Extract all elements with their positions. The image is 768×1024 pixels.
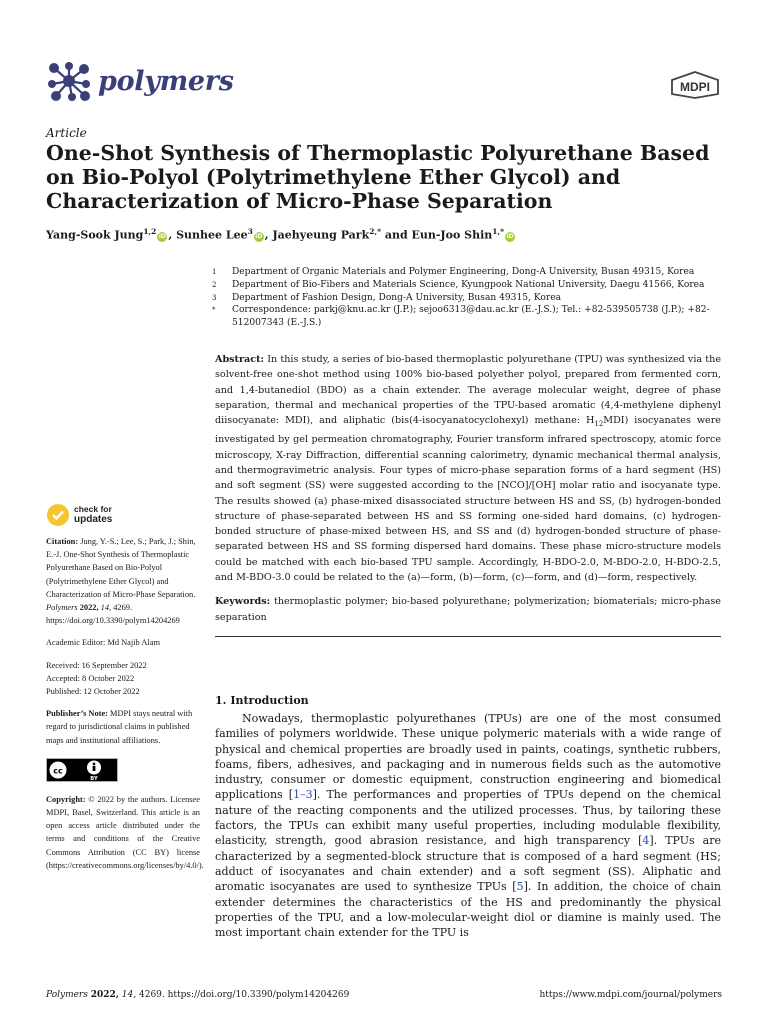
abstract-text-part2: MDI) isocyanates were investigated by gel permeation chromatography, Fourier transform infrared spectroscopy, atomic force microscopy, X-ray Diffraction, differential scanning calorimetry, dynamic mechanical thermal analysis, and thermogravimetric analysis. Four types of micro-phase separation forms of a hard segment (HS) and soft segment (SS) were suggested according to the [NCO]/[OH] molar ratio and isocyanate type. The results showed (a) phase-mixed disassociated structure between HS and SS, (b) hydrogen-bonded structure of phase-separated between HS and SS forming one-sided hard domains, (c) hydrogen-bonded structure of phase-mixed between HS, and SS and (d) hydrogen-bonded structure of phase-separated between HS and SS forming dispersed hard domains. These phase micro-structure models could be matched with each bio-based TPU sample. Accordingly, H-BDO-2.0, M-BDO-2.0, H-BDO-2.5, and M-BDO-3.0 could be related to the (a)—form, (b)—form, (c)—form, and (d)—form, respectively. [215,415,721,584]
check-for-updates-label [74,505,112,525]
author-affiliation-marker: 1,2 [143,227,157,236]
author-affiliation-marker: 3 [247,227,253,236]
affiliation-text: Department of Organic Materials and Polymer Engineering, Dong-A University, Busan 49315, Korea [232,267,695,277]
affiliation-number: * [212,306,216,315]
accepted-date: Accepted: 8 October 2022 [46,673,135,683]
journal-logo[interactable] [46,60,234,102]
publisher-note [46,707,200,747]
abstract [215,352,721,585]
author-affiliation-marker: 1,* [492,227,505,236]
footer-journal: Polymers [46,990,88,1000]
affiliation-number: 3 [212,293,217,302]
published-date: Published: 12 October 2022 [46,687,140,697]
intro-text-4: ]. In addition, the choice of chain extender determines the characteristics of the HS and predominantly the physical properties of the TPU, and a low-molecular-weight diol or diamine is mainly used. The most important chain extender for the TPU is [215,880,721,940]
keywords-text: thermoplastic polymer; bio-based polyurethane; polymerization; biomaterials; micro-phase separation [215,596,721,623]
intro-text-3: ]. TPUs are characterized by a segmented-block structure that is composed of a hard segment (HS; adduct of isocyanates and chain extender) and a soft segment (SS). Aliphatic and aromatic isocyanates are used to synthesize TPUs [ [215,834,721,894]
check-label-line2: updates [74,514,113,525]
keywords [215,594,721,625]
mdpi-logo-text: MDPI [680,80,710,94]
keywords-label: Keywords: [215,596,271,608]
received-date: Received: 16 September 2022 [46,660,147,670]
check-for-updates-icon [46,503,70,527]
article-sidebar [46,503,204,881]
publisher-note-label: Publisher’s Note: [46,709,108,719]
citation-link-1[interactable]: 1–3 [293,788,313,802]
introduction-section [215,694,721,940]
intro-text-2: ]. The performances and properties of TPUs depend on the chemical nature of the reacting components and the utilized processes. Thus, by tailoring these factors, the TPUs can exhibit many useful properties, including modulable flexibility, elasticity, strength, good abrasion resistance, and high transparency [ [215,788,721,848]
affiliation-item [212,304,732,330]
publication-dates [46,659,200,699]
mdpi-logo-icon[interactable] [668,70,722,100]
cc-badge-text: BY [90,775,98,782]
copyright-block [46,793,204,872]
abstract-text-part1: In this study, a series of bio-based thermoplastic polyurethane (TPU) was synthesized via the solvent-free one-shot method using 100% bio-based polyether polyol, prepared from fermented corn, and 1,4-butanediol (BDO) as a chain extender. The average molecular weight, degree of phase separation, thermal and mechanical properties of the TPU-based aromatic (4,4-methylene diphenyl diisocyanate: MDI), and aliphatic (bis(4-isocyanatocyclohexyl) methane: H [215,354,721,427]
publisher-note-text: MDPI stays neutral with regard to jurisdictional claims in published maps and institutional affiliations. [46,709,193,745]
author-separator: , [264,228,273,242]
footer-journal-url[interactable]: https://www.mdpi.com/journal/polymers [539,990,722,1000]
abstract-label: Abstract: [215,354,265,365]
citation-text: Jung, Y.-S.; Lee, S.; Park, J.; Shin, E.-J. One-Shot Synthesis of Thermoplastic Polyurethane Based on Bio-Polyol (Polytrimethylene Ether Glycol) and Characterization of Micro-Phase Separation. [46,537,196,599]
author-name[interactable]: Jaehyeung Park [272,228,370,242]
author-name[interactable]: Yang-Sook Jung [46,228,144,242]
citation-volume: 14, [100,603,112,613]
footer-citation [46,990,349,1000]
introduction-text [215,711,721,940]
orcid-icon[interactable]: iD [158,232,166,240]
article-type: Article [46,126,87,140]
abstract-subscript: 12 [594,420,604,429]
journal-name: polymers [98,65,234,97]
abstract-section [215,352,721,637]
citation-link-4[interactable]: 4 [642,834,650,848]
affiliation-item [212,292,732,305]
affiliation-text: Correspondence: parkj@knu.ac.kr (J.P.); sejoo6313@dau.ac.kr (E.-J.S.); Tel.: +82-539505738 (J.P.); +82-512007343 (E.-J.S.) [232,305,710,329]
citation-doi[interactable]: 4269. https://doi.org/10.3390/polym14204269 [46,603,180,626]
citation-link-5[interactable]: 5 [516,880,524,894]
orcid-icon[interactable]: iD [506,232,514,240]
citation-journal: Polymers [46,603,78,613]
academic-editor: Academic Editor: Md Najib Alam [46,638,160,648]
citation-label: Citation: [46,537,79,546]
author-separator: , [168,228,177,242]
check-for-updates-button[interactable] [46,503,200,527]
check-label-line1: check for [74,504,112,514]
introduction-heading: 1. Introduction [215,694,309,707]
affiliation-item [212,279,732,292]
footer-volume: 14, [121,990,137,1000]
author-name[interactable]: Sunhee Lee [176,228,248,242]
svg-text:cc: cc [53,766,63,776]
cc-by-license-icon[interactable] [46,758,118,782]
affiliations [212,266,732,330]
section-divider [215,636,721,637]
author-separator: and [381,228,412,242]
affiliation-text: Department of Bio-Fibers and Materials Science, Kyungpook National University, Daegu 41566, Korea [232,279,705,290]
citation-year: 2022, [79,603,99,613]
author-affiliation-marker: 2,* [369,227,381,236]
intro-text-1: Nowadays, thermoplastic polyurethanes (TPUs) are one of the most consumed families of polymers worldwide. These unique polymeric materials with a wide range of physical and chemical properties are broadly used in paints, coatings, synthetic rubbers, foams, fibers, adhesives, and packaging and in numerous fields such as the automotive industry, consumer or domestic equipment, construction engineering and biomedical applications [ [215,712,721,802]
copyright-label: Copyright: [46,794,86,804]
affiliation-number: 2 [212,280,217,289]
article-title: One-Shot Synthesis of Thermoplastic Polyurethane Based on Bio-Polyol (Polytrimethylene Ether Glycol) and Characterization of Micro-Phase Separation [46,141,710,213]
footer-year: 2022, [90,990,119,1000]
orcid-icon[interactable]: iD [255,232,263,240]
affiliation-item [212,266,732,279]
copyright-text: © 2022 by the authors. Licensee MDPI, Basel, Switzerland. This article is an open access article distributed under the terms and conditions of the Creative Commons Attribution (CC BY) license (https://creativecommons.org/licenses/by/4.0/). [46,794,204,870]
affiliation-text: Department of Fashion Design, Dong-A University, Busan 49315, Korea [232,292,561,303]
citation-block [46,535,200,627]
footer-doi[interactable]: 4269. https://doi.org/10.3390/polym14204269 [139,990,350,1000]
author-name[interactable]: Eun-Joo Shin [411,228,493,242]
affiliation-number: 1 [212,268,217,276]
polymers-logo-icon [46,60,92,102]
author-list [46,227,516,242]
